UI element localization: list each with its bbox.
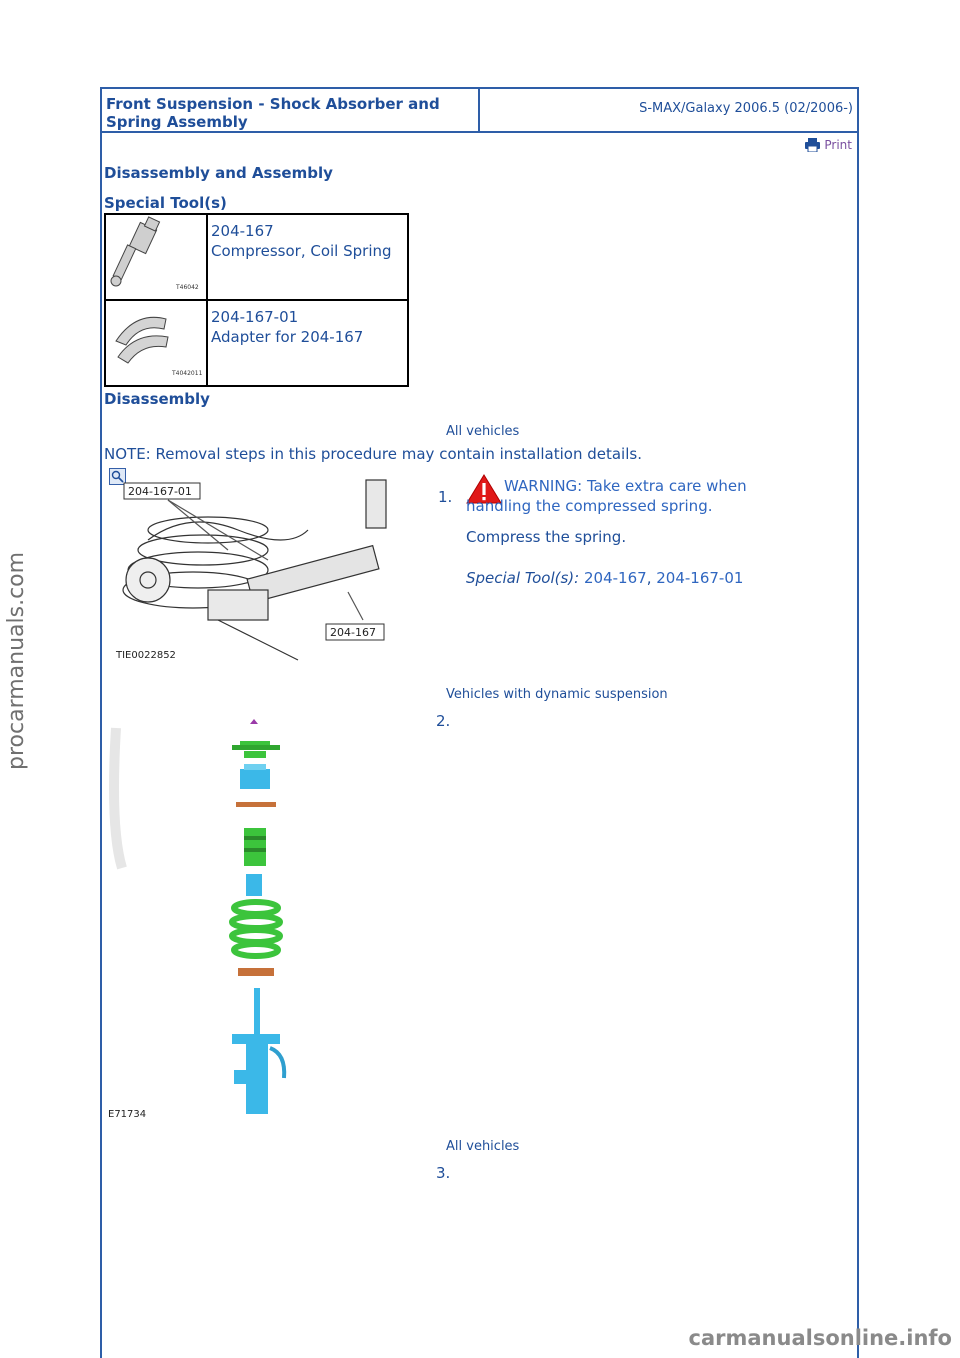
tool-description-cell [207,214,408,300]
page-header [100,87,859,133]
tool-image-cell [105,214,207,300]
figure-id: TIE0022852 [116,650,176,661]
figure-callout: 204-167 [330,626,376,639]
exploded-strut-figure [106,708,306,1128]
figure-callout: 204-167-01 [128,485,192,498]
applicability-all-vehicles: All vehicles [446,424,520,439]
warning-message: WARNING: Take extra care when handling the compressed spring. [466,477,747,515]
spring-compression-figure [108,470,398,662]
tool-name: Adapter for 204-167 [211,328,364,346]
step-number: 3. [436,1164,451,1182]
tool-name: Compressor, Coil Spring [211,242,392,260]
tool-link-204-167[interactable]: 204-167 [584,569,647,587]
header-title: Front Suspension - Shock Absorber and Spring Assembly [102,89,480,131]
spring-adapter-image [106,301,206,381]
tool-code: 204-167 [211,222,274,240]
coil-spring-compressor-image [106,215,206,295]
special-tools-label: Special Tool(s): [466,569,580,587]
tool-image-label: T46042 [176,284,199,291]
side-watermark: procarmanuals.com [4,551,29,770]
tool-link-204-167-01[interactable]: 204-167-01 [656,569,744,587]
special-tools-heading: Special Tool(s) [104,194,227,212]
table-row [105,300,408,386]
note-text: NOTE: Removal steps in this procedure may contain installation details. [104,445,642,463]
bottom-watermark: carmanualsonline.info [688,1326,952,1350]
warning-text [466,476,786,516]
table-row [105,214,408,300]
tool-description-cell [207,300,408,386]
step-number: 1. [438,488,453,506]
special-tools-table [104,213,409,387]
tool-image-label: T4042011 [172,370,203,377]
step-number: 2. [436,712,451,730]
header-model: S-MAX/Galaxy 2006.5 (02/2006-) [639,101,853,116]
applicability-all-vehicles: All vehicles [446,1139,520,1154]
page-title: Disassembly and Assembly [104,164,333,182]
applicability-dynamic-suspension: Vehicles with dynamic suspension [446,687,668,702]
printer-icon [805,138,820,152]
print-label: Print [824,138,852,152]
step-instruction: Compress the spring. [466,528,627,546]
separator: , [646,569,652,587]
figure-id: E71734 [108,1109,147,1120]
step-special-tools [466,569,743,587]
disassembly-heading: Disassembly [104,390,210,408]
tool-image-cell [105,300,207,386]
tool-code: 204-167-01 [211,308,299,326]
print-button[interactable] [805,138,852,152]
